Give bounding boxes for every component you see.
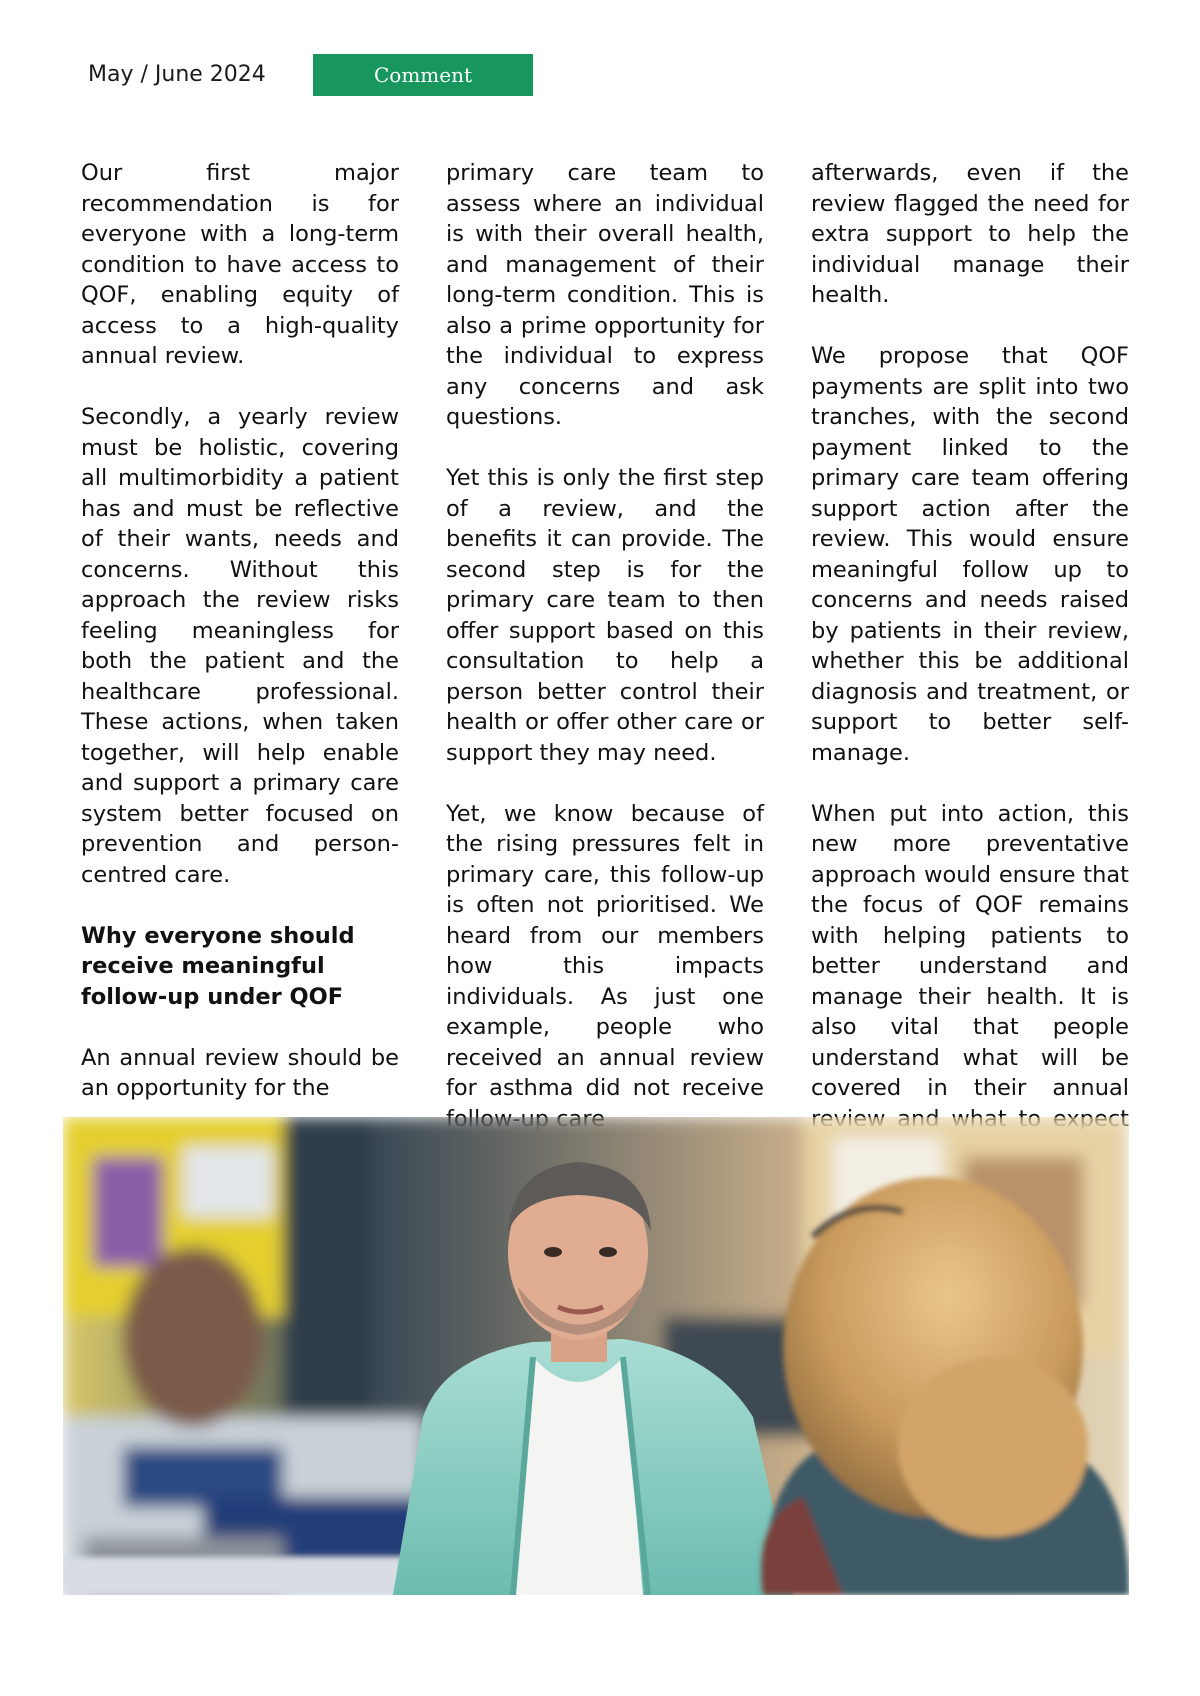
paragraph: Yet this is only the first step of a review, and the benefits it can provide. The second step is for the primary care team to then offer support based on this consultation to help a person better control their health or offer other care or support they may need. (446, 465, 764, 766)
paragraph: Yet, we know because of the rising pressures felt in primary care, this follow-up is often not prioritised. We heard from our members how this impacts individuals. As just one example, people who received an annual review for asthma did not receive (446, 800, 764, 1101)
text-column-2 (446, 158, 764, 1134)
paragraph: Secondly, a yearly review must be holistic, covering all multimorbidity a patient has and must be reflective of their wants, needs and concerns. Without this approach the review risks feeling meaningless for both the patient and the healthcare professional. These actions, when taken together, will help enable and support a primary care system better focused on prevention and person-centred care. (81, 404, 399, 888)
paragraph: Our first major recommendation is for everyone with a long-term condition to have access to QOF, enabling equity of access to a high-quality annual review. (81, 160, 399, 369)
text-column-1 (81, 158, 399, 1104)
paragraph: primary care team to assess where an individual is with their overall health, and management of their long-term condition. This is also a prime opportunity for the individual to express any concerns and ask questions. (446, 160, 764, 430)
section-tag: Comment (313, 54, 533, 96)
paragraph: An annual review should be an opportunity for the (81, 1044, 399, 1101)
subheading: Why everyone should receive meaningful follow-up under QOF (81, 922, 355, 1010)
paragraph: afterwards, even if the review flagged the need for extra support to help the individual manage their health. (811, 160, 1129, 308)
paragraph: We propose that QOF payments are split into two tranches, with the second payment linked to the primary care team offering support action after the review. This would ensure meaningful follow up to concerns and needs raised by patients in their review, whether this be additional diagnosis and treatment, or support to better self-manage. (811, 343, 1129, 766)
paragraph: When put into action, this new more preventative approach would ensure that the focus of QOF remains with helping patients to better understand and manage their health. It is also vital that people understand what will be covered in their annual (811, 800, 1129, 1101)
text-column-3 (811, 158, 1129, 1165)
issue-date: May / June 2024 (88, 62, 266, 87)
consultation-photo (63, 1117, 1129, 1595)
